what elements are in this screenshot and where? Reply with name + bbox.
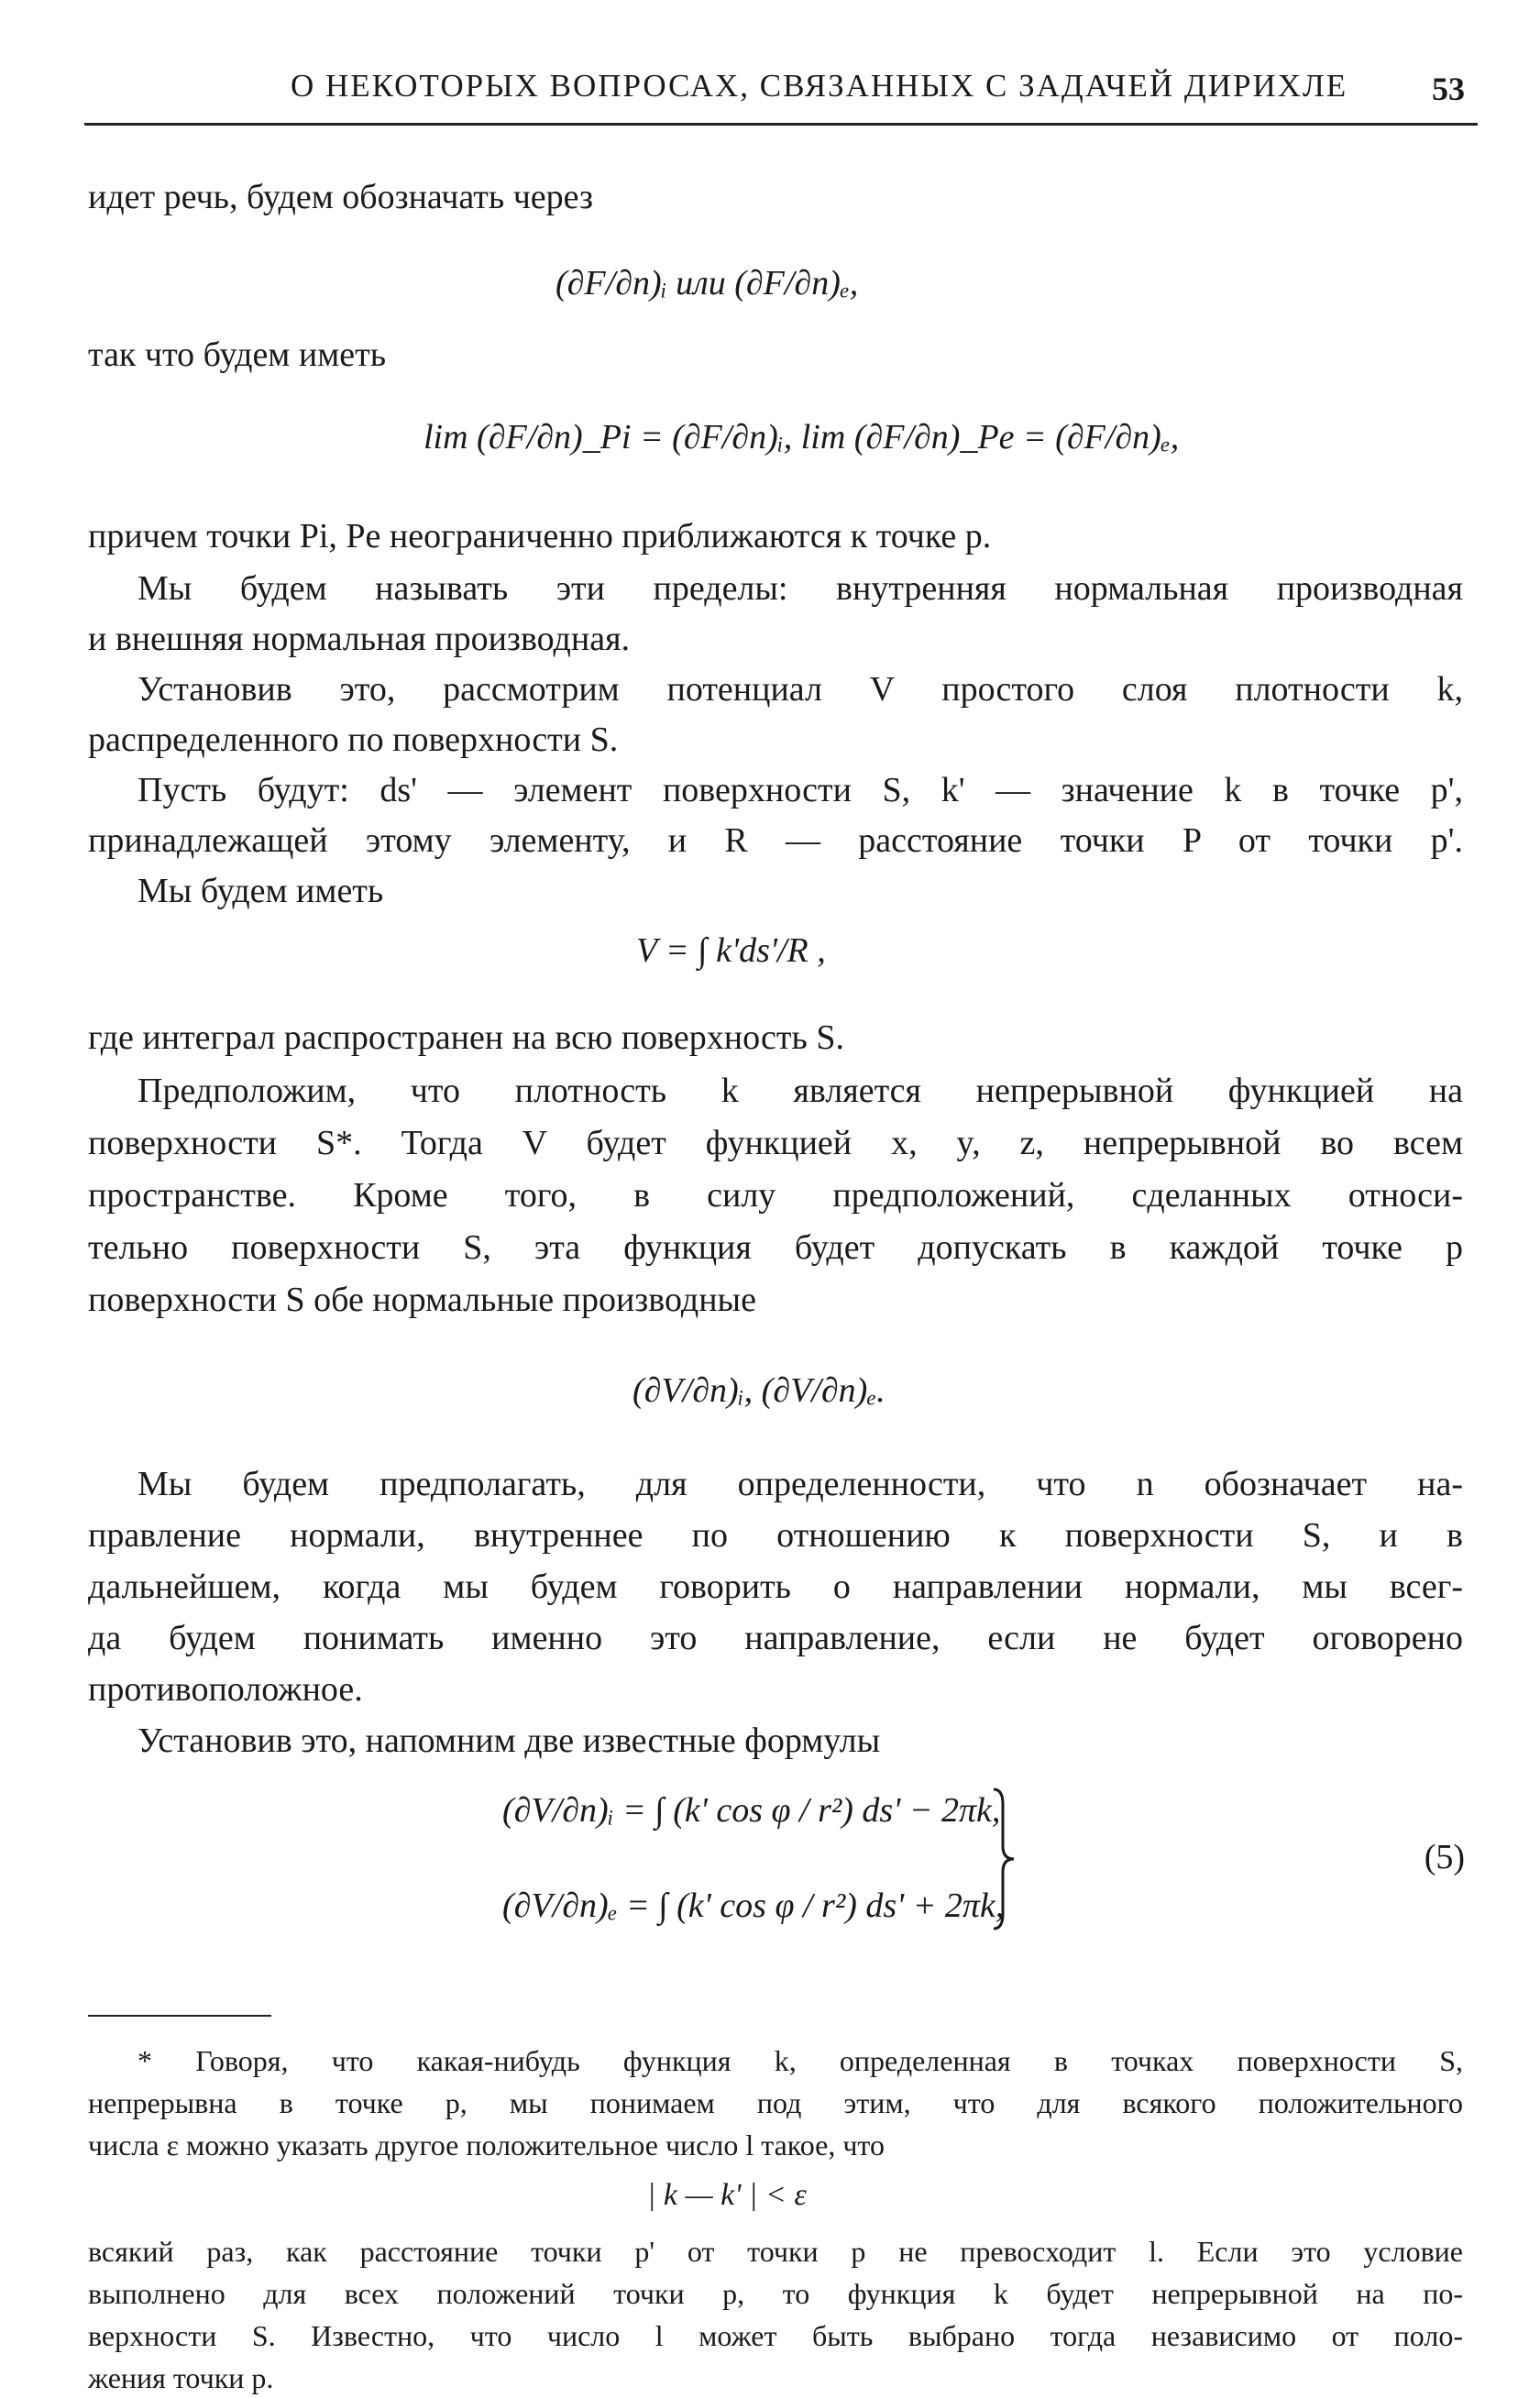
running-head (84, 59, 1478, 126)
footnote-line: жения точки p. (88, 2361, 274, 2394)
formula-5-interior: (∂V/∂n)ᵢ = ∫ (k' cos φ / r²) ds' − 2πk, (502, 1791, 1001, 1830)
text-line: дальнейшем, когда мы будем говорить о направлении нормали, мы всег- (88, 1568, 1463, 1606)
text-line: распределенного по поверхности S. (88, 720, 619, 759)
text-line: поверхности S обе нормальные производные (88, 1281, 756, 1319)
footnote-formula: | k — k' | < ε (647, 2178, 807, 2212)
text-line: так что будем иметь (88, 336, 387, 374)
text-line: Мы будем называть эти пределы: внутренняя нормальная производная (138, 569, 1463, 608)
text-line: Установив это, напомним две известные формулы (138, 1722, 881, 1760)
footnote-line: верхности S. Известно, что число l может быть выбрано тогда независимо от поло- (88, 2319, 1463, 2352)
formula-limits: lim (∂F/∂n)_Pi = (∂F/∂n)ᵢ, lim (∂F/∂n)_Pe = (∂F/∂n)ₑ, (424, 418, 1180, 456)
text-line: противоположное. (88, 1670, 363, 1709)
footnote-line: выполнено для всех положений точки p, то функция k будет непрерывной на по- (88, 2277, 1463, 2310)
footnote-line: * Говоря, что какая-нибудь функция k, определенная в точках поверхности S, (138, 2044, 1463, 2077)
page-number: 53 (1432, 71, 1465, 107)
running-title: О НЕКОТОРЫХ ВОПРОСАХ, СВЯЗАННЫХ С ЗАДАЧЕЙ ДИРИХЛЕ (291, 68, 1348, 104)
formula-brace (990, 1786, 1018, 1932)
text-line: тельно поверхности S, эта функция будет допускать в каждой точке p (88, 1228, 1463, 1267)
text-line: Мы будем предполагать, для определенности, что n обозначает на- (138, 1465, 1463, 1503)
text-line: правление нормали, внутреннее по отношению к поверхности S, и в (88, 1516, 1463, 1555)
text-line: пространстве. Кроме того, в силу предположений, сделанных относи- (88, 1176, 1463, 1215)
text-line: принадлежащей этому элементу, и R — расстояние точки P от точки p'. (88, 821, 1463, 860)
text-line: поверхности S*. Тогда V будет функцией x, y, z, непрерывной во всем (88, 1124, 1463, 1162)
text-line: где интеграл распространен на всю поверхность S. (88, 1018, 844, 1057)
text-line: идет речь, будем обозначать через (88, 178, 594, 216)
formula-normal-derivative-notation: (∂F/∂n)ᵢ или (∂F/∂n)ₑ, (556, 264, 859, 302)
footnote-line: числа ε можно указать другое положительное число l такое, что (88, 2128, 885, 2162)
text-line: Мы будем иметь (138, 872, 384, 910)
text-line: Пусть будут: ds' — элемент поверхности S, k' — значение k в точке p', (138, 771, 1463, 809)
formula-normal-derivatives-v: (∂V/∂n)ᵢ, (∂V/∂n)ₑ. (632, 1371, 886, 1410)
footnote-line: непрерывна в точке p, мы понимаем под этим, что для всякого положительного (88, 2086, 1463, 2119)
text-line: и внешняя нормальная производная. (88, 620, 631, 658)
footnote-rule (88, 2015, 271, 2017)
text-line: причем точки Pi, Pe неограниченно приближаются к точке p. (88, 517, 992, 556)
text-line: Предположим, что плотность k является непрерывной функцией на (138, 1072, 1463, 1110)
text-line: Установив это, рассмотрим потенциал V простого слоя плотности k, (138, 670, 1463, 709)
footnote-line: всякий раз, как расстояние точки p' от точки p не превосходит l. Если это условие (88, 2235, 1463, 2268)
formula-potential: V = ∫ k'ds'/R , (636, 931, 826, 970)
formula-5-exterior: (∂V/∂n)ₑ = ∫ (k' cos φ / r²) ds' + 2πk, (502, 1886, 1005, 1925)
text-line: да будем понимать именно это направление, если не будет оговорено (88, 1619, 1463, 1657)
equation-label: (5) (1424, 1838, 1465, 1876)
